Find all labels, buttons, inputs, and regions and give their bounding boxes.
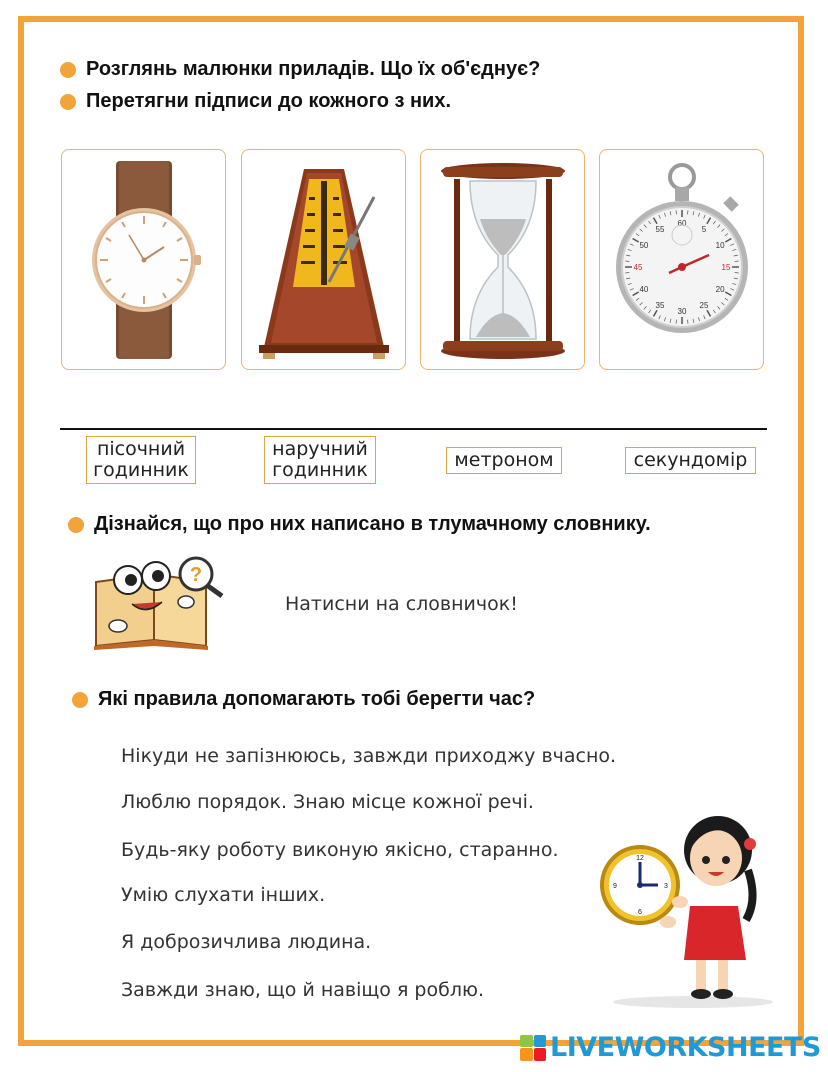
brand-text: LIVEWORKSHEETS: [550, 1032, 821, 1063]
stopwatch-icon: [607, 157, 757, 362]
svg-text:12: 12: [636, 855, 644, 862]
stopwatch-number: 60: [677, 219, 686, 228]
stopwatch-number: 45: [633, 263, 642, 272]
stopwatch-number: 30: [677, 307, 686, 316]
rule-item-4: Умію слухати інших.: [121, 884, 326, 906]
instruction-1-text: Розглянь малюнки приладів. Що їх об'єднує?: [86, 58, 541, 80]
drag-label-wristwatch[interactable]: [264, 436, 376, 484]
stopwatch-tick: [687, 210, 688, 214]
rules-heading: [72, 688, 535, 711]
instruction-2: [60, 90, 451, 113]
image-card-hourglass: [420, 149, 585, 370]
dictionary-heading-text: Дізнайся, що про них написано в тлумачному словнику.: [94, 513, 651, 535]
stopwatch-number: 40: [638, 285, 648, 294]
stopwatch-tick: [734, 273, 738, 274]
image-card-stopwatch: [599, 149, 764, 370]
stopwatch-number: 10: [715, 241, 725, 250]
rule-item-3: Будь-яку роботу виконую якісно, старанно.: [121, 839, 559, 861]
stopwatch-tick: [625, 273, 629, 274]
drag-label-metronome[interactable]: [446, 447, 562, 474]
label-text: секундомір: [633, 449, 748, 471]
image-card-metronome: [241, 149, 406, 370]
wristwatch-icon: [69, 157, 219, 362]
dictionary-book-button[interactable]: [88, 552, 228, 652]
stopwatch-number: 15: [721, 263, 730, 272]
rule-item-5: Я доброзичлива людина.: [121, 931, 372, 953]
rule-item-1: Нікуди не запізнююсь, завжди приходжу вчасно.: [121, 745, 617, 767]
stopwatch-number: 35: [655, 301, 664, 311]
rule-item-6: Завжди знаю, що й навіщо я роблю.: [121, 979, 485, 1001]
stopwatch-tick: [625, 261, 629, 262]
label-text: наручний годинник: [272, 438, 368, 481]
liveworksheets-logo-icon: [520, 1035, 546, 1061]
bullet-dot: [72, 692, 88, 708]
metronome-icon: [249, 157, 399, 362]
stopwatch-tick: [676, 210, 677, 214]
girl-illustration: [598, 810, 778, 1010]
hourglass-icon: [428, 157, 578, 362]
svg-text:3: 3: [664, 883, 668, 890]
bullet-dot: [60, 62, 76, 78]
stopwatch-tick: [687, 320, 688, 324]
instruction-1: [60, 58, 540, 81]
stopwatch-tick: [734, 261, 738, 262]
svg-text:9: 9: [613, 883, 617, 890]
bullet-dot: [60, 94, 76, 110]
stopwatch-number: 50: [638, 241, 648, 250]
rules-heading-text: Які правила допомагають тобі берегти час?: [98, 688, 536, 710]
stopwatch-number: 20: [715, 285, 725, 294]
stopwatch-tick: [676, 320, 677, 324]
girl-with-clock-icon: [598, 810, 778, 1010]
image-card-wristwatch: [61, 149, 226, 370]
svg-text:?: ?: [189, 564, 203, 586]
drag-label-stopwatch[interactable]: [625, 447, 756, 474]
dictionary-heading: [68, 513, 651, 536]
label-text: метроном: [454, 449, 554, 471]
rule-item-2: Люблю порядок. Знаю місце кожної речі.: [121, 791, 534, 813]
instruction-2-text: Перетягни підписи до кожного з них.: [86, 90, 452, 112]
dictionary-book-icon: [88, 552, 228, 652]
drag-label-hourglass[interactable]: [86, 436, 196, 484]
bullet-dot: [68, 517, 84, 533]
stopwatch-number: 5: [701, 224, 706, 234]
divider-line: [60, 428, 767, 430]
label-text: пісочний годинник: [93, 438, 189, 481]
svg-text:6: 6: [638, 909, 642, 916]
brand-logo: [520, 1032, 821, 1063]
stopwatch-number: 55: [655, 224, 664, 234]
dictionary-prompt: Натисни на словничок!: [285, 593, 518, 615]
stopwatch-number: 25: [699, 301, 708, 311]
